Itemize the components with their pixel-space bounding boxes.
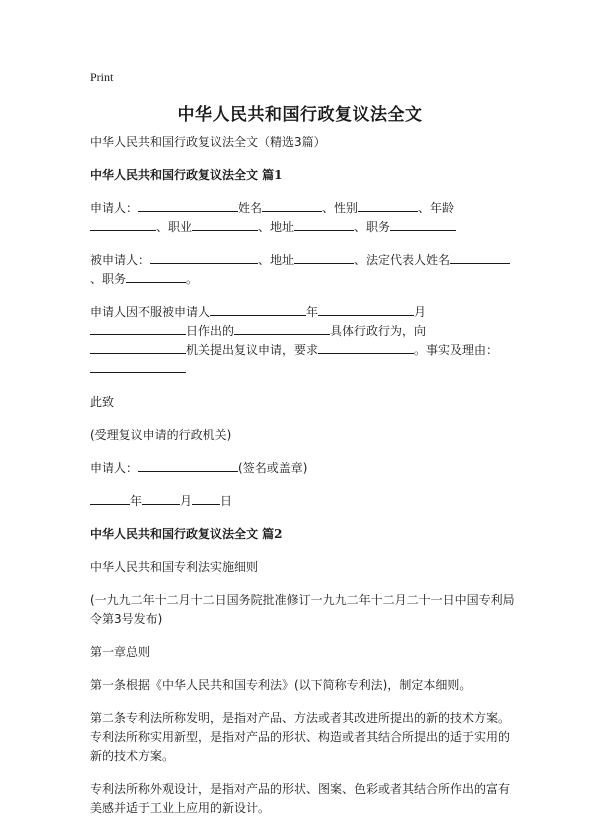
address-blank[interactable] <box>294 218 354 231</box>
date-month-blank[interactable] <box>142 492 180 505</box>
year-label: 年 <box>306 305 319 319</box>
signer-blank[interactable] <box>138 459 238 472</box>
day-made-label: 日作出的 <box>186 324 235 338</box>
section2-paragraph-6: 专利法所称外观设计，是指对产品的形状、图案、色彩或者其结合所作出的富有美感并适于工业上应用的新设计。 <box>90 782 511 815</box>
occupation-label: 、职业 <box>156 220 193 234</box>
applicant-info-paragraph <box>90 199 515 237</box>
salutation: 此致 <box>90 395 115 409</box>
print-link[interactable]: Print <box>90 70 114 84</box>
decision-blank[interactable] <box>210 303 306 316</box>
year-blank[interactable] <box>318 303 414 316</box>
sign-note: (签名或盖章) <box>238 461 308 475</box>
period: 。 <box>186 272 199 286</box>
name-blank[interactable] <box>262 199 322 212</box>
month-blank[interactable] <box>90 322 186 335</box>
respondent-blank[interactable] <box>150 251 258 264</box>
address-label: 、地址 <box>258 220 295 234</box>
section2-paragraph-4: 第一条根据《中华人民共和国专利法》(以下简称专利法)，制定本细则。 <box>90 678 472 692</box>
section1-heading: 中华人民共和国行政复议法全文 篇1 <box>90 168 283 182</box>
statement-start: 申请人因不服被申请人 <box>90 305 211 319</box>
section2-paragraph-1: 中华人民共和国专利法实施细则 <box>90 560 259 574</box>
request-blank[interactable] <box>318 341 414 354</box>
position-label: 、职务 <box>354 220 391 234</box>
respondent-label: 被申请人： <box>90 253 151 267</box>
gender-blank[interactable] <box>358 199 418 212</box>
respondent-position-blank[interactable] <box>126 270 186 283</box>
agency-blank[interactable] <box>90 341 186 354</box>
respondent-info-paragraph <box>90 251 515 289</box>
date-day-blank[interactable] <box>192 492 220 505</box>
date-year-label: 年 <box>130 494 143 508</box>
respondent-position-label: 、职务 <box>90 272 127 286</box>
legal-rep-blank[interactable] <box>450 251 510 264</box>
age-blank[interactable] <box>90 218 156 231</box>
document-body <box>90 133 515 832</box>
legal-rep-label: 、法定代表人姓名 <box>354 253 451 267</box>
signer-label: 申请人： <box>90 461 139 475</box>
date-day-label: 日 <box>220 494 233 508</box>
action-blank[interactable] <box>234 322 330 335</box>
month-label: 月 <box>414 305 427 319</box>
respondent-address-blank[interactable] <box>294 251 354 264</box>
facts-label: 。事实及理由： <box>414 343 499 357</box>
occupation-blank[interactable] <box>192 218 258 231</box>
signature-line <box>90 459 515 478</box>
section2-heading: 中华人民共和国行政复议法全文 篇2 <box>90 527 283 541</box>
date-year-blank[interactable] <box>90 492 130 505</box>
statement-paragraph <box>90 303 515 379</box>
section2-paragraph-3: 第一章总则 <box>90 645 151 659</box>
applicant-label: 申请人： <box>90 201 139 215</box>
facts-blank[interactable] <box>90 360 186 373</box>
agency-label: 机关提出复议申请，要求 <box>186 343 319 357</box>
respondent-address-label: 、地址 <box>258 253 295 267</box>
gender-label: 、性别 <box>322 201 359 215</box>
position-blank[interactable] <box>390 218 456 231</box>
applicant-blank[interactable] <box>138 199 238 212</box>
section2-paragraph-2: (一九九二年十二月十二日国务院批准修订一九九二年十二月二十一日中国专利局令第3号发布) <box>90 593 515 626</box>
name-label: 姓名 <box>238 201 263 215</box>
specific-action-label: 具体行政行为，向 <box>330 324 427 338</box>
date-month-label: 月 <box>180 494 193 508</box>
document-subtitle: 中华人民共和国行政复议法全文（精选3篇） <box>90 135 326 149</box>
date-line <box>90 492 515 511</box>
recipient: (受理复议申请的行政机关) <box>90 428 232 442</box>
document-title: 中华人民共和国行政复议法全文 <box>177 105 423 125</box>
section2-paragraph-5: 第二条专利法所称发明，是指对产品、方法或者其改进所提出的新的技术方案。专利法所称实用新型，是指对产品的形状、构造或者其结合所提出的适于实用的新的技术方案。 <box>90 711 511 763</box>
age-label: 、年龄 <box>418 201 455 215</box>
